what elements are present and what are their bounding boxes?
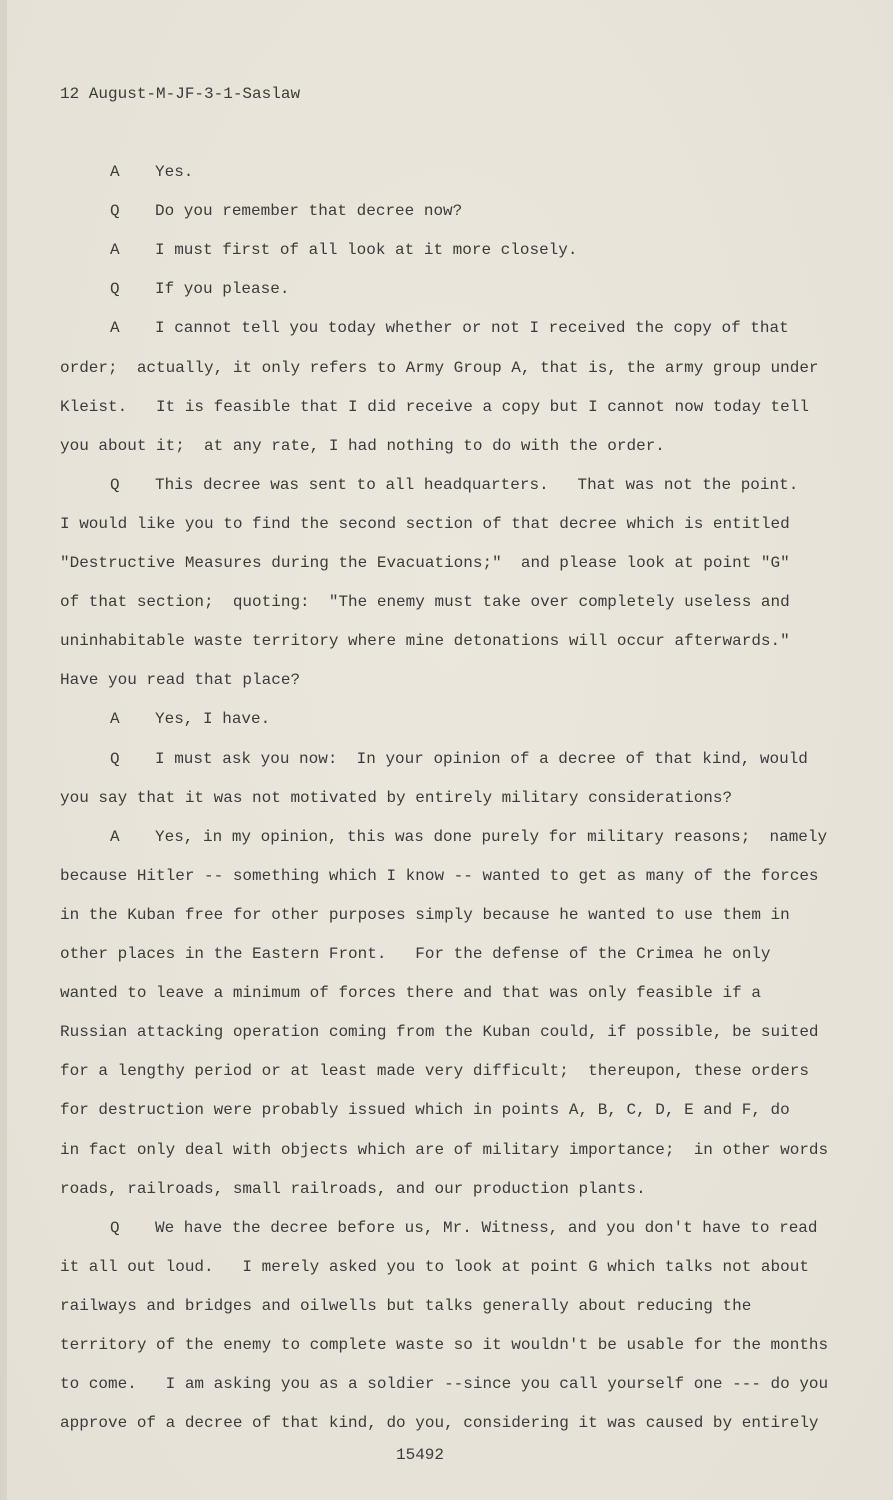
transcript-line: it all out loud. I merely asked you to look at point G which talks not about	[60, 1258, 809, 1276]
speaker-label: A	[110, 163, 120, 181]
document-header: 12 August-M-JF-3-1-Saslaw	[60, 85, 301, 103]
page-number: 15492	[396, 1446, 445, 1464]
transcript-line: Yes.	[155, 163, 194, 181]
transcript-line: you say that it was not motivated by entirely military considerations?	[60, 789, 733, 807]
speaker-label: Q	[110, 202, 120, 220]
transcript-line: Yes, in my opinion, this was done purely for military reasons; namely	[155, 828, 828, 846]
transcript-line: order; actually, it only refers to Army Group A, that is, the army group under	[60, 359, 819, 377]
transcript-line: of that section; quoting: "The enemy must take over completely useless and	[60, 593, 790, 611]
speaker-label: A	[110, 828, 120, 846]
transcript-line: I must ask you now: In your opinion of a decree of that kind, would	[155, 750, 808, 768]
transcript-line: in fact only deal with objects which are of military importance; in other words	[60, 1141, 829, 1159]
transcript-line: approve of a decree of that kind, do you, considering it was caused by entirely	[60, 1414, 819, 1432]
transcript-line: I would like you to find the second section of that decree which is entitled	[60, 515, 790, 533]
transcript-line: Have you read that place?	[60, 671, 301, 689]
speaker-label: Q	[110, 280, 120, 298]
speaker-label: Q	[110, 750, 120, 768]
transcript-line: This decree was sent to all headquarters. That was not the point.	[155, 476, 799, 494]
transcript-line: roads, railroads, small railroads, and our production plants.	[60, 1180, 646, 1198]
transcript-line: because Hitler -- something which I know -- wanted to get as many of the forces	[60, 867, 819, 885]
transcript-line: other places in the Eastern Front. For the defense of the Crimea he only	[60, 945, 771, 963]
transcript-line: you about it; at any rate, I had nothing to do with the order.	[60, 437, 665, 455]
speaker-label: Q	[110, 1219, 120, 1237]
transcript-line: Kleist. It is feasible that I did receive a copy but I cannot now today tell	[60, 398, 809, 416]
transcript-line: I must first of all look at it more closely.	[155, 241, 578, 259]
transcript-line: territory of the enemy to complete waste so it wouldn't be usable for the months	[60, 1336, 829, 1354]
transcript-line: Do you remember that decree now?	[155, 202, 463, 220]
transcript-line: uninhabitable waste territory where mine detonations will occur afterwards."	[60, 632, 790, 650]
speaker-label: A	[110, 710, 120, 728]
transcript-line: I cannot tell you today whether or not I received the copy of that	[155, 319, 789, 337]
transcript-line: wanted to leave a minimum of forces there and that was only feasible if a	[60, 984, 761, 1002]
transcript-line: Yes, I have.	[155, 710, 271, 728]
transcript-line: railways and bridges and oilwells but talks generally about reducing the	[60, 1297, 752, 1315]
transcript-line: for destruction were probably issued which in points A, B, C, D, E and F, do	[60, 1101, 790, 1119]
transcript-line: If you please.	[155, 280, 290, 298]
transcript-line: to come. I am asking you as a soldier --since you call yourself one --- do you	[60, 1375, 829, 1393]
speaker-label: Q	[110, 476, 120, 494]
transcript-line: in the Kuban free for other purposes simply because he wanted to use them in	[60, 906, 790, 924]
transcript-line: Russian attacking operation coming from the Kuban could, if possible, be suited	[60, 1023, 819, 1041]
page-edge	[0, 0, 7, 1500]
transcript-line: We have the decree before us, Mr. Witness, and you don't have to read	[155, 1219, 818, 1237]
transcript-line: for a lengthy period or at least made very difficult; thereupon, these orders	[60, 1062, 809, 1080]
transcript-line: "Destructive Measures during the Evacuations;" and please look at point "G"	[60, 554, 790, 572]
speaker-label: A	[110, 241, 120, 259]
speaker-label: A	[110, 319, 120, 337]
